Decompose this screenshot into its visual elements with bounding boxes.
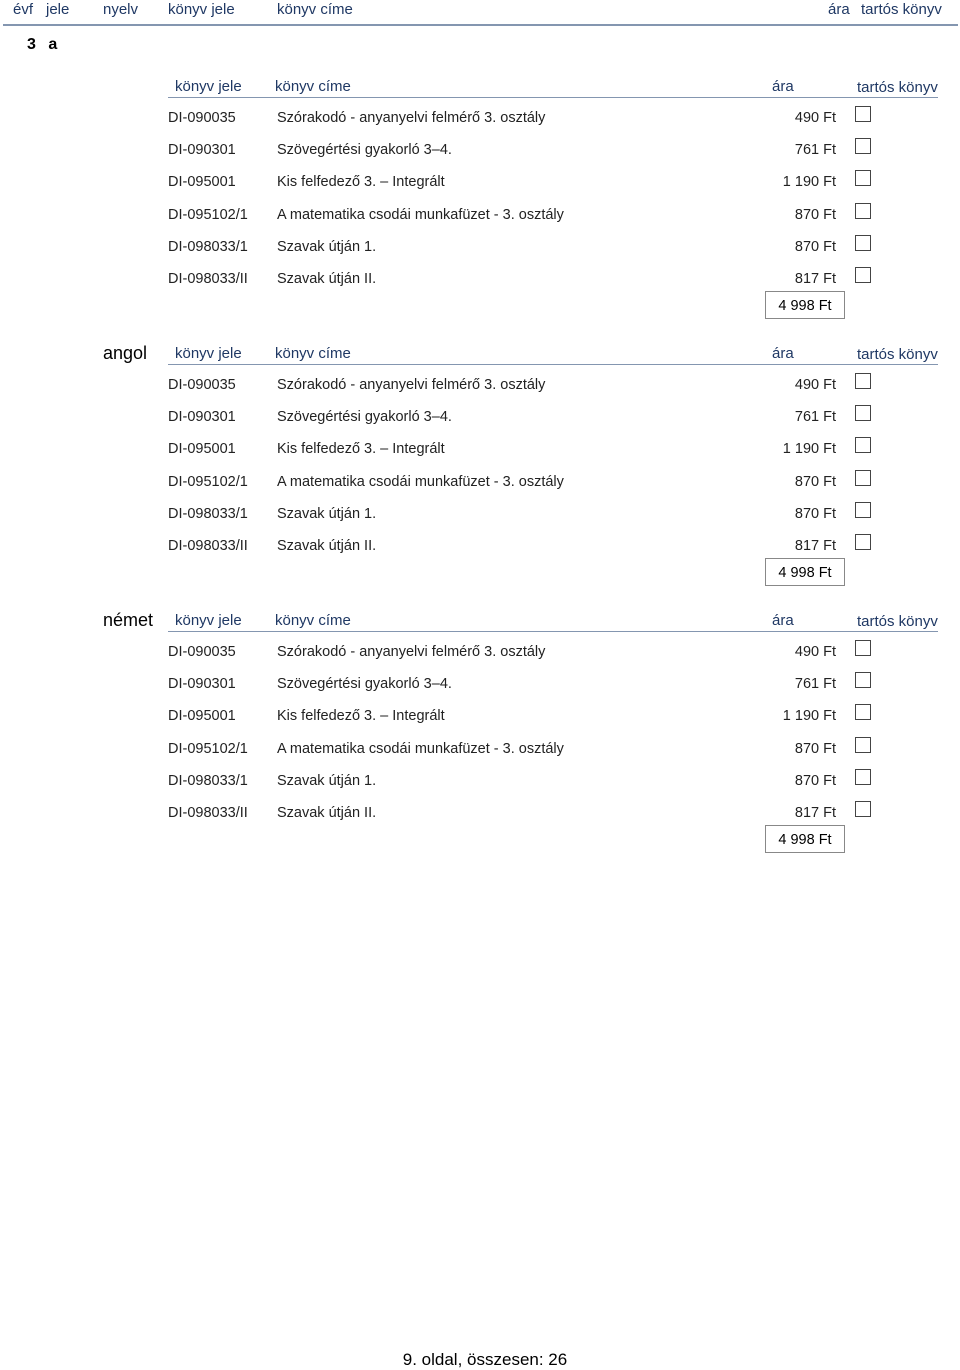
book-row — [0, 538, 960, 558]
book-row — [0, 708, 960, 728]
book-title: Szövegértési gyakorló 3–4. — [277, 409, 452, 426]
durable-checkbox[interactable] — [855, 138, 871, 154]
book-code: DI-095102/1 — [168, 473, 248, 490]
book-title: Szavak útján II. — [277, 538, 377, 554]
book-price: 761 Ft — [794, 142, 836, 159]
book-price: 761 Ft — [794, 409, 836, 426]
book-price: 1 190 Ft — [782, 174, 836, 191]
book-price: 870 Ft — [794, 772, 836, 789]
book-row — [0, 773, 960, 793]
durable-checkbox[interactable] — [855, 672, 871, 688]
book-code: DI-090301 — [168, 142, 236, 159]
header-jele: jele — [46, 1, 70, 18]
durable-checkbox[interactable] — [855, 267, 871, 283]
grade-label — [27, 36, 57, 54]
book-price: 870 Ft — [794, 473, 836, 490]
subheader-tartos: tartós könyv — [857, 79, 938, 96]
subheader-konyv-cime: könyv címe — [275, 345, 351, 362]
header-evf: évf — [13, 1, 34, 18]
subheader-konyv-cime: könyv címe — [275, 78, 351, 95]
book-title: Szövegértési gyakorló 3–4. — [277, 142, 452, 159]
subheader-ara: ára — [772, 78, 794, 95]
book-code: DI-098033/1 — [168, 772, 248, 789]
book-row — [0, 805, 960, 825]
group-total: 4 998 Ft — [765, 825, 845, 853]
group-language: német — [103, 610, 154, 630]
subheader-konyv-cime: könyv címe — [275, 612, 351, 629]
subheader-ara: ára — [772, 612, 794, 629]
subheader-konyv-jele: könyv jele — [175, 78, 242, 95]
book-title: Szavak útján 1. — [277, 772, 377, 789]
book-price: 817 Ft — [794, 271, 836, 287]
book-title: Szórakodó - anyanyelvi felmérő 3. osztály — [277, 377, 546, 393]
page-footer: 9. oldal, összesen: 26 — [402, 1350, 568, 1369]
book-group — [0, 78, 960, 338]
book-row — [0, 506, 960, 526]
durable-checkbox[interactable] — [855, 704, 871, 720]
book-code: DI-090301 — [168, 676, 236, 693]
durable-checkbox[interactable] — [855, 534, 871, 550]
book-price: 817 Ft — [794, 538, 836, 554]
book-title: Szavak útján 1. — [277, 505, 377, 522]
book-code: DI-090035 — [168, 644, 236, 660]
book-title: Kis felfedező 3. – Integrált — [277, 174, 445, 191]
book-row — [0, 409, 960, 429]
book-code: DI-098033/II — [168, 271, 248, 287]
subheader-konyv-jele: könyv jele — [175, 612, 242, 629]
grade-year: 3 — [27, 36, 36, 53]
subheader-tartos: tartós könyv — [857, 613, 938, 630]
book-price: 870 Ft — [794, 238, 836, 255]
book-title: Szavak útján II. — [277, 805, 377, 821]
durable-checkbox[interactable] — [855, 470, 871, 486]
book-title: Szórakodó - anyanyelvi felmérő 3. osztály — [277, 110, 546, 126]
book-code: DI-095102/1 — [168, 740, 248, 757]
book-price: 761 Ft — [794, 676, 836, 693]
book-row — [0, 377, 960, 397]
book-title: A matematika csodái munkafüzet - 3. osztály — [277, 206, 564, 223]
book-price: 490 Ft — [794, 377, 836, 393]
header-konyv-cime: könyv címe — [277, 1, 353, 18]
book-code: DI-098033/II — [168, 805, 248, 821]
group-total: 4 998 Ft — [765, 558, 845, 586]
book-code: DI-095102/1 — [168, 206, 248, 223]
header-konyv-jele: könyv jele — [168, 1, 235, 18]
durable-checkbox[interactable] — [855, 373, 871, 389]
subheader-divider — [168, 97, 938, 98]
book-code: DI-090035 — [168, 110, 236, 126]
subheader-divider — [168, 364, 938, 365]
book-title: Kis felfedező 3. – Integrált — [277, 441, 445, 458]
book-row — [0, 239, 960, 259]
book-row — [0, 207, 960, 227]
durable-checkbox[interactable] — [855, 769, 871, 785]
book-price: 1 190 Ft — [782, 441, 836, 458]
book-code: DI-090301 — [168, 409, 236, 426]
subheader-ara: ára — [772, 345, 794, 362]
subheader-konyv-jele: könyv jele — [175, 345, 242, 362]
book-row — [0, 474, 960, 494]
book-price: 870 Ft — [794, 505, 836, 522]
book-price: 817 Ft — [794, 805, 836, 821]
book-price: 1 190 Ft — [782, 708, 836, 725]
book-code: DI-090035 — [168, 377, 236, 393]
durable-checkbox[interactable] — [855, 170, 871, 186]
book-row — [0, 441, 960, 461]
book-code: DI-095001 — [168, 174, 236, 191]
durable-checkbox[interactable] — [855, 502, 871, 518]
book-price: 870 Ft — [794, 740, 836, 757]
book-title: Szavak útján 1. — [277, 238, 377, 255]
book-group — [0, 343, 960, 605]
book-row — [0, 142, 960, 162]
book-code: DI-098033/1 — [168, 238, 248, 255]
subheader-tartos: tartós könyv — [857, 346, 938, 363]
book-title: Szavak útján II. — [277, 271, 377, 287]
book-code: DI-098033/1 — [168, 505, 248, 522]
book-row — [0, 741, 960, 761]
book-row — [0, 110, 960, 130]
book-row — [0, 271, 960, 291]
durable-checkbox[interactable] — [855, 405, 871, 421]
book-row — [0, 644, 960, 664]
book-title: Szövegértési gyakorló 3–4. — [277, 676, 452, 693]
durable-checkbox[interactable] — [855, 801, 871, 817]
book-row — [0, 174, 960, 194]
durable-checkbox[interactable] — [855, 203, 871, 219]
durable-checkbox[interactable] — [855, 437, 871, 453]
book-row — [0, 676, 960, 696]
header-tartos: tartós könyv — [861, 1, 942, 18]
durable-checkbox[interactable] — [855, 235, 871, 251]
subheader-divider — [168, 631, 938, 632]
book-code: DI-098033/II — [168, 538, 248, 554]
book-group — [0, 610, 960, 872]
durable-checkbox[interactable] — [855, 640, 871, 656]
header-ara: ára — [828, 1, 850, 18]
group-language: angol — [103, 343, 148, 363]
book-title: Kis felfedező 3. – Integrált — [277, 708, 445, 725]
header-nyelv: nyelv — [103, 1, 139, 18]
group-total: 4 998 Ft — [765, 291, 845, 319]
durable-checkbox[interactable] — [855, 737, 871, 753]
book-price: 490 Ft — [794, 644, 836, 660]
book-price: 870 Ft — [794, 206, 836, 223]
grade-letter: a — [48, 36, 58, 53]
book-title: A matematika csodái munkafüzet - 3. osztály — [277, 473, 564, 490]
book-price: 490 Ft — [794, 110, 836, 126]
header-divider — [3, 24, 958, 26]
book-title: Szórakodó - anyanyelvi felmérő 3. osztály — [277, 644, 546, 660]
book-code: DI-095001 — [168, 708, 236, 725]
durable-checkbox[interactable] — [855, 106, 871, 122]
book-code: DI-095001 — [168, 441, 236, 458]
book-title: A matematika csodái munkafüzet - 3. osztály — [277, 740, 564, 757]
